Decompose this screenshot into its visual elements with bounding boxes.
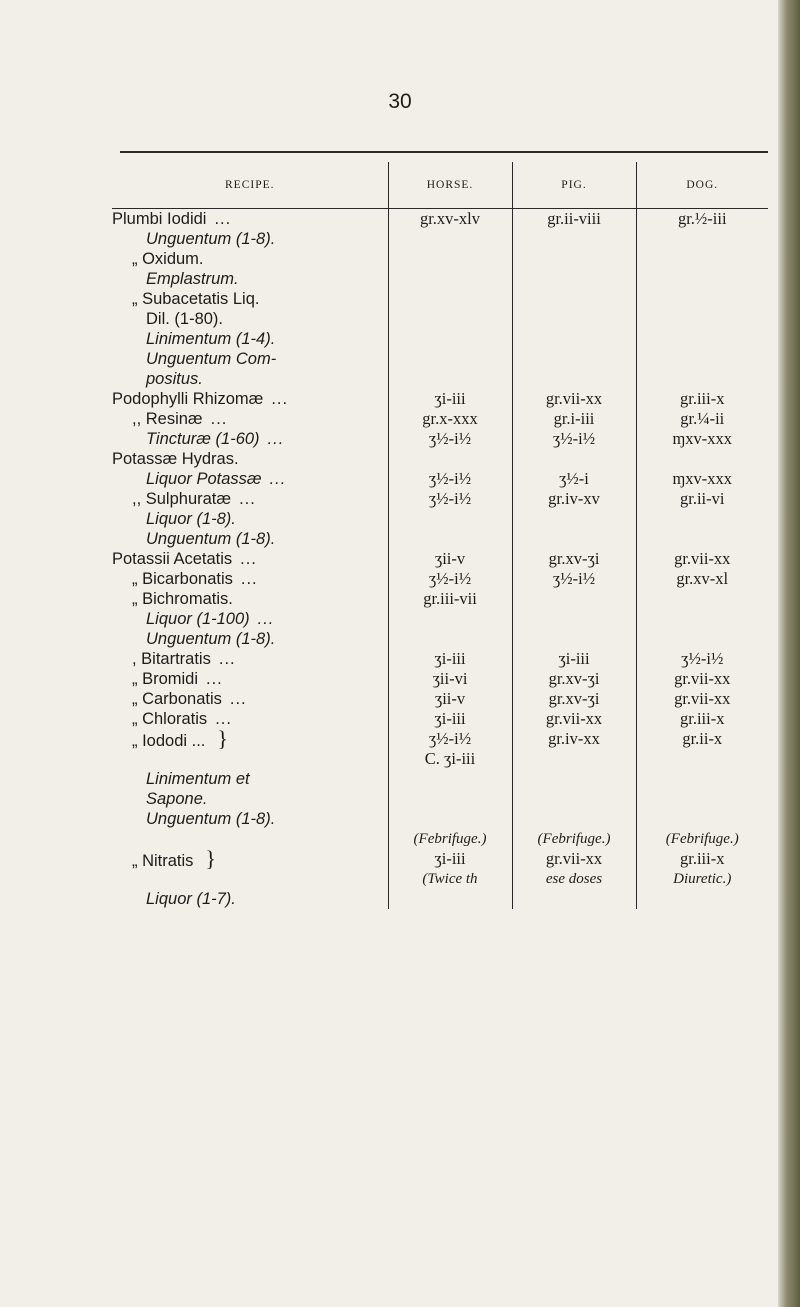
recipe-text: Tincturæ (1-60) [146, 430, 260, 448]
leader-dots: ... [240, 570, 258, 588]
pig-dose: gr.vii-xx [545, 389, 603, 408]
dog-dose [637, 229, 769, 249]
dog-dose [637, 349, 769, 369]
recipe-text: Liquor (1-8). [146, 510, 236, 528]
pig-dose [513, 269, 636, 289]
recipe-text: „ Bromidi [132, 670, 199, 688]
recipe-line [112, 529, 388, 549]
horse-dose: ʒ½-i½ [428, 489, 472, 508]
pig-dose [513, 589, 636, 609]
recipe-text: „ Carbonatis [132, 690, 222, 708]
dog-dose [637, 629, 769, 649]
pig-dose [513, 749, 636, 769]
recipe-text: , Bitartratis [132, 650, 211, 668]
horse-dose [389, 789, 512, 809]
recipe-line [112, 689, 388, 709]
pig-dose [513, 609, 636, 629]
recipe-text: Potassæ Hydras. [112, 450, 239, 468]
horse-dose: (Twice th [422, 871, 478, 887]
pig-dose: gr.ii-viii [547, 209, 601, 228]
recipe-line [112, 726, 388, 751]
pig-dose [513, 769, 636, 789]
recipe-text: „ Bicarbonatis [132, 570, 233, 588]
pig-dose: gr.xv-ʒi [548, 689, 600, 708]
pig-dose [513, 529, 636, 549]
pig-dose [513, 449, 636, 469]
recipe-line [112, 349, 388, 369]
pig-dose [513, 809, 636, 829]
dog-dose: ɱxv-xxx [672, 469, 733, 488]
pig-dose [513, 289, 636, 309]
horse-dose: ʒi-iii [434, 849, 466, 868]
leader-dots: ... [257, 610, 275, 628]
pig-dose: ese doses [545, 871, 603, 887]
dog-dose: gr.½-iii [677, 209, 727, 228]
recipe-line [112, 329, 388, 349]
dog-dose [637, 369, 769, 389]
recipe-line [112, 249, 388, 269]
recipe-text: Dil. (1-80). [146, 310, 224, 328]
horse-dose: ʒ½-i½ [428, 469, 472, 488]
header-row [112, 162, 768, 209]
recipe-line [112, 809, 388, 829]
recipe-line [112, 709, 388, 729]
horse-dose [389, 889, 512, 909]
pig-dose: gr.i-iii [553, 409, 595, 428]
recipe-text: Podophylli Rhizomæ [112, 390, 264, 408]
dog-dose: gr.iii-x [680, 709, 725, 728]
brace-mark: } [205, 846, 216, 871]
recipe-text: Unguentum (1-8). [146, 810, 276, 828]
horse-dose: ʒ½-i½ [428, 729, 472, 748]
dosage-table [112, 162, 768, 909]
horse-dose [389, 269, 512, 289]
horse-dose: gr.x-xxx [422, 409, 478, 428]
horse-dose: ʒii-v [434, 549, 466, 568]
recipe-line [112, 209, 388, 229]
pig-dose: (Febrifuge.) [537, 831, 611, 847]
recipe-text: ,, Sulphuratæ [132, 490, 232, 508]
horse-dose [389, 329, 512, 349]
dog-dose [637, 449, 769, 469]
leader-dots: ... [239, 490, 256, 508]
page-edge-shadow [778, 0, 800, 1307]
horse-dose: ʒi-iii [434, 709, 466, 728]
horse-dose [389, 509, 512, 529]
recipe-line [112, 629, 388, 649]
horse-dose: (Febrifuge.) [413, 831, 487, 847]
recipe-line [112, 769, 388, 789]
horse-dose [389, 309, 512, 329]
recipe-line [112, 749, 388, 769]
dog-dose [637, 789, 769, 809]
horse-dose [389, 249, 512, 269]
recipe-line [112, 889, 388, 909]
dog-dose [637, 289, 769, 309]
pig-dose [513, 369, 636, 389]
dog-dose: ʒ½-i½ [681, 649, 724, 668]
recipe-text: ,, Resinæ [132, 410, 203, 428]
horse-dose: gr.iii-vii [423, 589, 477, 608]
header-dog: DOG. [636, 162, 768, 209]
recipe-line [112, 269, 388, 289]
horse-dose: ʒ½-i½ [428, 569, 472, 588]
recipe-line [112, 609, 388, 629]
dog-dose [637, 589, 769, 609]
horse-dose [389, 609, 512, 629]
dog-dose [637, 249, 769, 269]
recipe-text: „ Subacetatis Liq. [132, 290, 260, 308]
dog-dose: gr.vii-xx [674, 689, 731, 708]
horse-dose [389, 449, 512, 469]
pig-dose [513, 349, 636, 369]
dog-dose: ɱxv-xxx [672, 429, 733, 448]
recipe-line [112, 309, 388, 329]
recipe-line [112, 389, 388, 409]
pig-dose [513, 509, 636, 529]
recipe-line [112, 789, 388, 809]
leader-dots: ... [267, 430, 285, 448]
recipe-line [112, 549, 388, 569]
recipe-text: Liquor Potassæ [146, 470, 262, 488]
recipe-text: „ Oxidum. [132, 250, 204, 268]
leader-dots: ... [269, 470, 287, 488]
recipe-line [112, 669, 388, 689]
pig-dose: ʒi-iii [558, 649, 590, 668]
horse-dose: ʒ½-i½ [428, 429, 472, 448]
dog-column [636, 209, 768, 910]
recipe-line [112, 469, 388, 489]
recipe-line [112, 369, 388, 389]
recipe-text: Sapone. [146, 790, 208, 808]
dog-dose [637, 309, 769, 329]
leader-dots: ... [210, 410, 228, 428]
pig-dose: gr.iv-xv [548, 489, 600, 508]
horse-dose: gr.xv-xlv [419, 209, 481, 228]
horse-column [388, 209, 512, 910]
recipe-text: „ Bichromatis. [132, 590, 233, 608]
recipe-text: Plumbi Iodidi [112, 210, 207, 228]
page-number: 30 [388, 90, 412, 113]
recipe-text: Unguentum Com- [146, 350, 277, 368]
recipe-line [112, 829, 388, 849]
recipe-line [112, 489, 388, 509]
pig-column [512, 209, 636, 910]
leader-dots: ... [215, 710, 232, 728]
recipe-line [112, 229, 388, 249]
recipe-text: Liquor (1-7). [146, 890, 236, 908]
dog-dose: gr.iii-x [680, 849, 725, 868]
horse-dose [389, 229, 512, 249]
dog-dose: Diuretic.) [673, 871, 732, 887]
dog-dose: gr.vii-xx [674, 549, 731, 568]
leader-dots: ... [240, 550, 257, 568]
horse-dose [389, 529, 512, 549]
leader-dots: ... [271, 390, 289, 408]
top-rule [120, 151, 768, 153]
body-row [112, 209, 768, 910]
pig-dose [513, 789, 636, 809]
leader-dots: ... [214, 210, 232, 228]
dog-dose: (Febrifuge.) [665, 831, 739, 847]
dog-dose: gr.iii-x [680, 389, 725, 408]
dog-dose [637, 609, 769, 629]
dog-dose [637, 529, 769, 549]
recipe-line [112, 409, 388, 429]
horse-dose: ʒii-v [434, 689, 466, 708]
pig-dose: ʒ½-i½ [552, 569, 596, 588]
leader-dots: ... [229, 690, 247, 708]
recipe-text: Linimentum et [146, 770, 250, 788]
dog-dose [637, 329, 769, 349]
recipe-line [112, 569, 388, 589]
dog-dose [637, 769, 769, 789]
horse-dose [389, 369, 512, 389]
dog-dose [637, 749, 769, 769]
pig-dose: gr.xv-ʒi [548, 549, 600, 568]
header-recipe: RECIPE. [112, 162, 388, 209]
recipe-line [112, 289, 388, 309]
recipe-line [112, 846, 388, 871]
pig-dose [513, 249, 636, 269]
dog-dose [637, 509, 769, 529]
leader-dots: ... [206, 670, 223, 688]
horse-dose [389, 769, 512, 789]
recipe-text: Unguentum (1-8). [146, 230, 276, 248]
brace-mark: } [217, 726, 228, 751]
dog-dose: gr.¼-ii [680, 409, 725, 428]
pig-dose: ʒ½-i½ [552, 429, 596, 448]
recipe-line [112, 509, 388, 529]
recipe-line [112, 649, 388, 669]
recipe-text: positus. [146, 370, 203, 388]
pig-dose [513, 329, 636, 349]
recipe-line [112, 449, 388, 469]
pig-dose [513, 629, 636, 649]
header-horse: HORSE. [388, 162, 512, 209]
pig-dose [513, 229, 636, 249]
recipe-text: Unguentum (1-8). [146, 530, 276, 548]
pig-dose: ʒ½-i [559, 469, 589, 488]
horse-dose: ʒi-iii [434, 649, 466, 668]
dog-dose: gr.vii-xx [674, 669, 731, 688]
horse-dose: ʒii-vi [432, 669, 468, 688]
dog-dose: gr.ii-x [682, 729, 723, 748]
header-pig: PIG. [512, 162, 636, 209]
horse-dose [389, 629, 512, 649]
recipe-text: „ Chloratis [132, 710, 208, 728]
recipe-text: Liquor (1-100) [146, 610, 250, 628]
recipe-column [112, 209, 388, 910]
recipe-text: Unguentum (1-8). [146, 630, 276, 648]
recipe-line [112, 429, 388, 449]
recipe-line [112, 589, 388, 609]
recipe-line [112, 869, 388, 889]
dog-dose [637, 889, 769, 909]
horse-dose [389, 349, 512, 369]
leader-dots: ... [218, 650, 236, 668]
horse-dose: C. ʒi-iii [424, 749, 476, 768]
dog-dose: gr.xv-xl [676, 569, 729, 588]
horse-dose: ʒi-iii [434, 389, 466, 408]
dog-dose [637, 809, 769, 829]
pig-dose: gr.iv-xx [548, 729, 600, 748]
dog-dose [637, 269, 769, 289]
pig-dose [513, 309, 636, 329]
recipe-text: Emplastrum. [146, 270, 239, 288]
recipe-text: Linimentum (1-4). [146, 330, 276, 348]
pig-dose [513, 889, 636, 909]
dog-dose: gr.ii-vi [680, 489, 725, 508]
horse-dose [389, 809, 512, 829]
recipe-text: „ Nitratis [132, 852, 194, 870]
recipe-text: Potassii Acetatis [112, 550, 233, 568]
pig-dose: gr.xv-ʒi [548, 669, 600, 688]
recipe-text: „ Iododi ... [132, 732, 206, 750]
horse-dose [389, 289, 512, 309]
pig-dose: gr.vii-xx [545, 709, 603, 728]
pig-dose: gr.vii-xx [545, 849, 603, 868]
